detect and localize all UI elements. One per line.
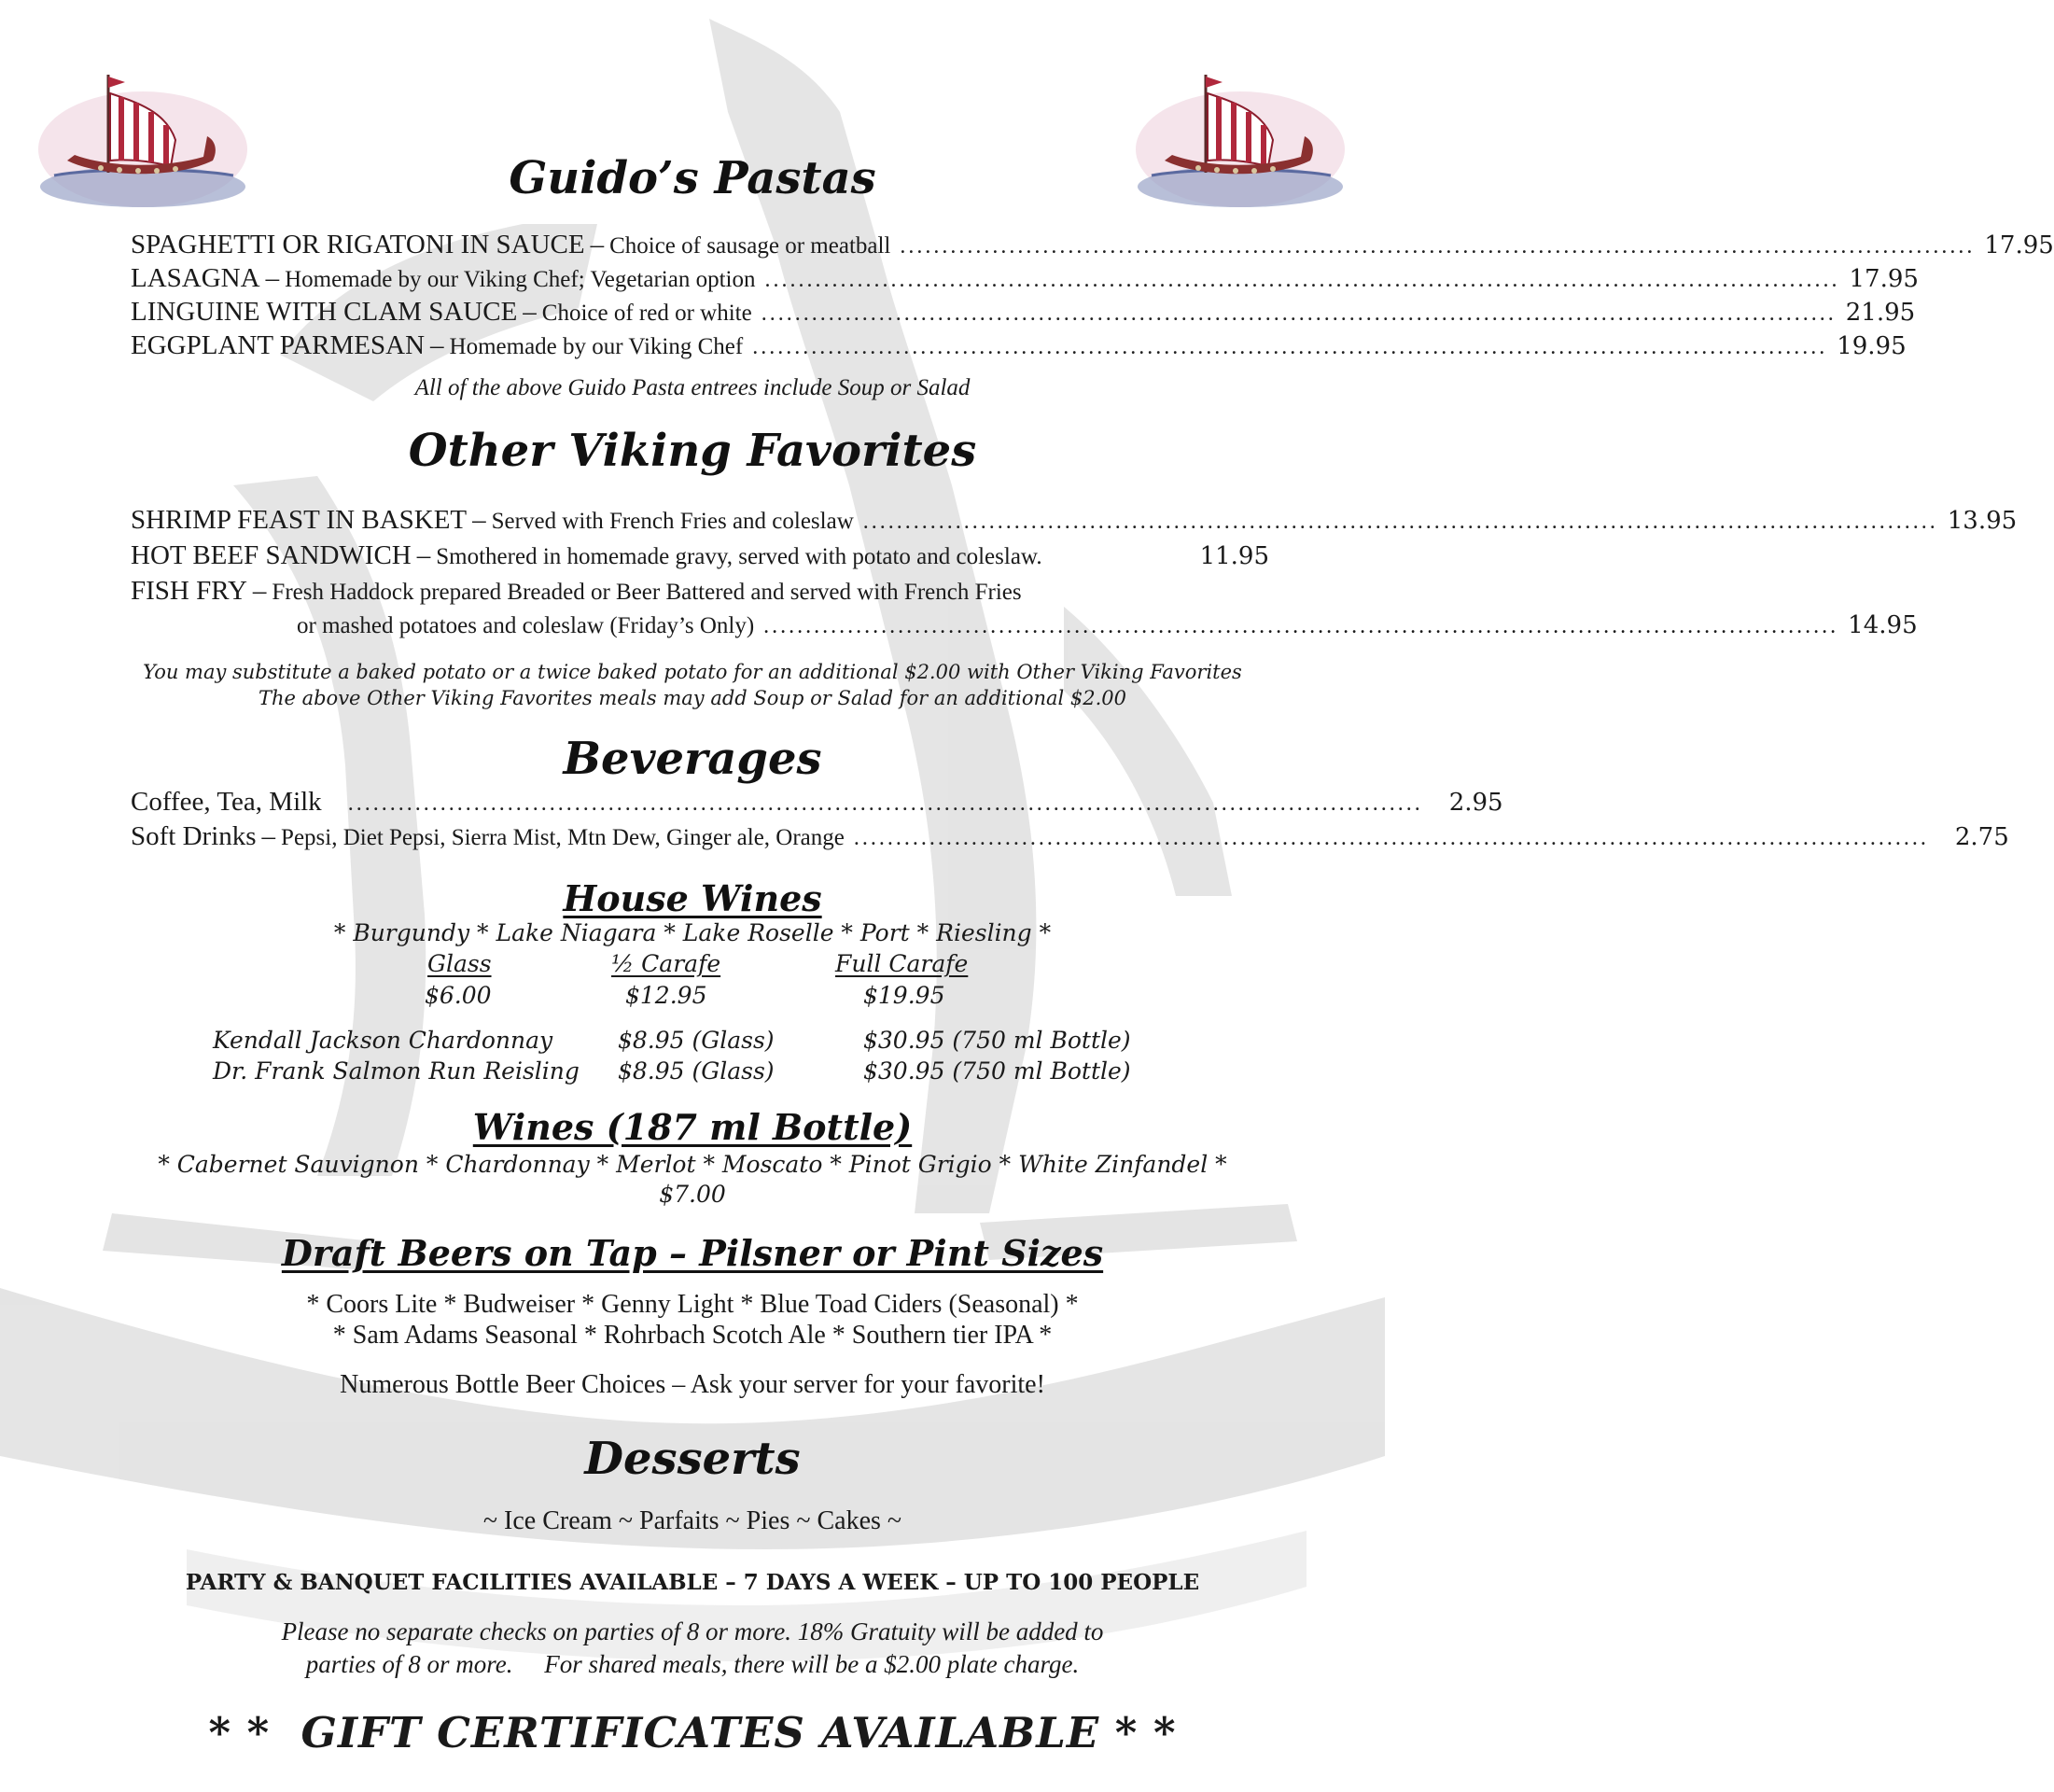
- dash: –: [265, 263, 280, 293]
- wines-187-title: Wines (187 ml Bottle): [472, 1106, 913, 1148]
- leader-dots: ................................................................................................................................: [862, 510, 1938, 534]
- item-name: LINGUINE WITH CLAM SAUCE: [131, 297, 518, 327]
- item-price: 2.95: [1448, 789, 1503, 817]
- wines-187-price: $7.00: [659, 1181, 726, 1208]
- leader-dots: ................................................................................................................................: [752, 335, 1828, 359]
- item-desc: Choice of sausage or meatball: [609, 233, 891, 259]
- item-price: 11.95: [1199, 542, 1269, 570]
- special-wine-bottle: $30.95 (750 ml Bottle): [863, 1057, 1131, 1085]
- dash: –: [430, 330, 444, 360]
- item-desc: Homemade by our Viking Chef; Vegetarian option: [285, 267, 756, 292]
- header-half-carafe: ½ Carafe: [611, 950, 721, 977]
- item-name: SHRIMP FEAST IN BASKET: [131, 505, 468, 535]
- special-wine-name: Kendall Jackson Chardonnay: [213, 1027, 553, 1054]
- item-name: FISH FRY: [131, 576, 247, 606]
- leader-dots: ................................................................................................................................: [761, 301, 1837, 326]
- banquet-notice: PARTY & BANQUET FACILITIES AVAILABLE – 7 DAYS A WEEK – UP TO 100 PEOPLE: [185, 1570, 1200, 1595]
- item-name: HOT BEEF SANDWICH: [131, 540, 412, 570]
- price-full-carafe: $19.95: [863, 982, 945, 1009]
- dash: –: [261, 821, 276, 851]
- leader-dots: ................................................................................................................................: [900, 234, 1976, 259]
- item-name: Soft Drinks: [131, 821, 257, 851]
- dash: –: [252, 576, 267, 606]
- item-desc: Fresh Haddock prepared Breaded or Beer Battered and served with French Fries: [272, 580, 1022, 605]
- menu-item: [131, 230, 2054, 260]
- item-name: LASAGNA: [131, 263, 260, 293]
- policy-line-2: parties of 8 or more. For shared meals, there will be a $2.00 plate charge.: [305, 1650, 1080, 1678]
- leader-dots: ................................................................................................................................: [347, 791, 1423, 816]
- special-wine-name: Dr. Frank Salmon Run Reisling: [213, 1057, 580, 1085]
- header-glass: Glass: [427, 950, 492, 977]
- special-wine-bottle: $30.95 (750 ml Bottle): [863, 1027, 1131, 1054]
- menu-item: [131, 297, 1916, 328]
- policy-line-1: Please no separate checks on parties of 8 or more. 18% Gratuity will be added to: [281, 1617, 1104, 1645]
- menu-item: [131, 263, 1919, 294]
- favorites-note-1: You may substitute a baked potato or a twice baked potato for an additional $2.00 with Other Viking Favorites: [143, 661, 1242, 683]
- menu-item: [131, 330, 1907, 361]
- item-price: 13.95: [1947, 507, 2018, 535]
- special-wine-glass: $8.95 (Glass): [618, 1027, 775, 1054]
- leader-dots: ................................................................................................................................: [763, 614, 1839, 638]
- gift-certificates-banner: * * GIFT CERTIFICATES AVAILABLE * *: [208, 1708, 1177, 1757]
- item-name: Coffee, Tea, Milk: [131, 787, 322, 817]
- item-desc: Choice of red or white: [541, 301, 752, 326]
- item-desc: or mashed potatoes and coleslaw (Friday’s Only): [297, 613, 755, 638]
- house-wine-varieties: * Burgundy * Lake Niagara * Lake Roselle * Port * Riesling *: [333, 919, 1052, 946]
- menu-item: [131, 787, 1503, 818]
- bottle-beer-note: Numerous Bottle Beer Choices – Ask your server for your favorite!: [340, 1370, 1045, 1399]
- item-name: EGGPLANT PARMESAN: [131, 330, 426, 360]
- favorites-title: Other Viking Favorites: [408, 425, 977, 477]
- price-half-carafe: $12.95: [625, 982, 707, 1009]
- item-price: 19.95: [1837, 332, 1907, 360]
- draft-beers-line-2: * Sam Adams Seasonal * Rohrbach Scotch Ale * Southern tier IPA *: [332, 1321, 1053, 1350]
- item-name: SPAGHETTI OR RIGATONI IN SAUCE: [131, 230, 585, 259]
- item-desc: Smothered in homemade gravy, served with potato and coleslaw.: [436, 544, 1042, 569]
- item-price: 17.95: [1849, 265, 1919, 293]
- dash: –: [523, 297, 537, 327]
- menu-item: [131, 505, 2018, 536]
- leader-dots: ................................................................................................................................: [764, 268, 1840, 292]
- desserts-items: ~ Ice Cream ~ Parfaits ~ Pies ~ Cakes ~: [482, 1506, 902, 1535]
- item-desc: Homemade by our Viking Chef: [449, 334, 744, 359]
- item-desc: Served with French Fries and coleslaw: [491, 509, 854, 534]
- menu-item: [131, 821, 2009, 852]
- menu-item: [131, 576, 1269, 607]
- wines-187-varieties: * Cabernet Sauvignon * Chardonnay * Merlot * Moscato * Pinot Grigio * White Zinfandel *: [158, 1151, 1227, 1178]
- item-price: 14.95: [1848, 611, 1918, 639]
- favorites-note-2: The above Other Viking Favorites meals may add Soup or Salad for an additional $2.00: [258, 687, 1127, 709]
- draft-beers-line-1: * Coors Lite * Budweiser * Genny Light * Blue Toad Ciders (Seasonal) *: [306, 1290, 1079, 1319]
- dash: –: [590, 230, 605, 259]
- header-full-carafe: Full Carafe: [835, 950, 969, 977]
- draft-beers-title: Draft Beers on Tap – Pilsner or Pint Sizes: [281, 1232, 1104, 1274]
- item-price: 17.95: [1984, 231, 2054, 259]
- price-glass: $6.00: [425, 982, 492, 1009]
- pastas-title: Guido’s Pastas: [509, 152, 876, 204]
- menu-item: [131, 540, 1269, 571]
- leader-dots: ................................................................................................................................: [853, 826, 1929, 850]
- house-wines-title: House Wines: [563, 877, 822, 919]
- dash: –: [472, 505, 486, 535]
- item-desc: Pepsi, Diet Pepsi, Sierra Mist, Mtn Dew, Ginger ale, Orange: [281, 825, 845, 850]
- pastas-note: All of the above Guido Pasta entrees include Soup or Salad: [414, 375, 971, 400]
- item-price: 2.75: [1954, 823, 2009, 851]
- desserts-title: Desserts: [584, 1433, 801, 1485]
- beverages-title: Beverages: [563, 733, 822, 785]
- menu-item-continued: [297, 611, 1918, 639]
- dash: –: [416, 540, 431, 570]
- item-price: 21.95: [1845, 299, 1916, 327]
- special-wine-glass: $8.95 (Glass): [618, 1057, 775, 1085]
